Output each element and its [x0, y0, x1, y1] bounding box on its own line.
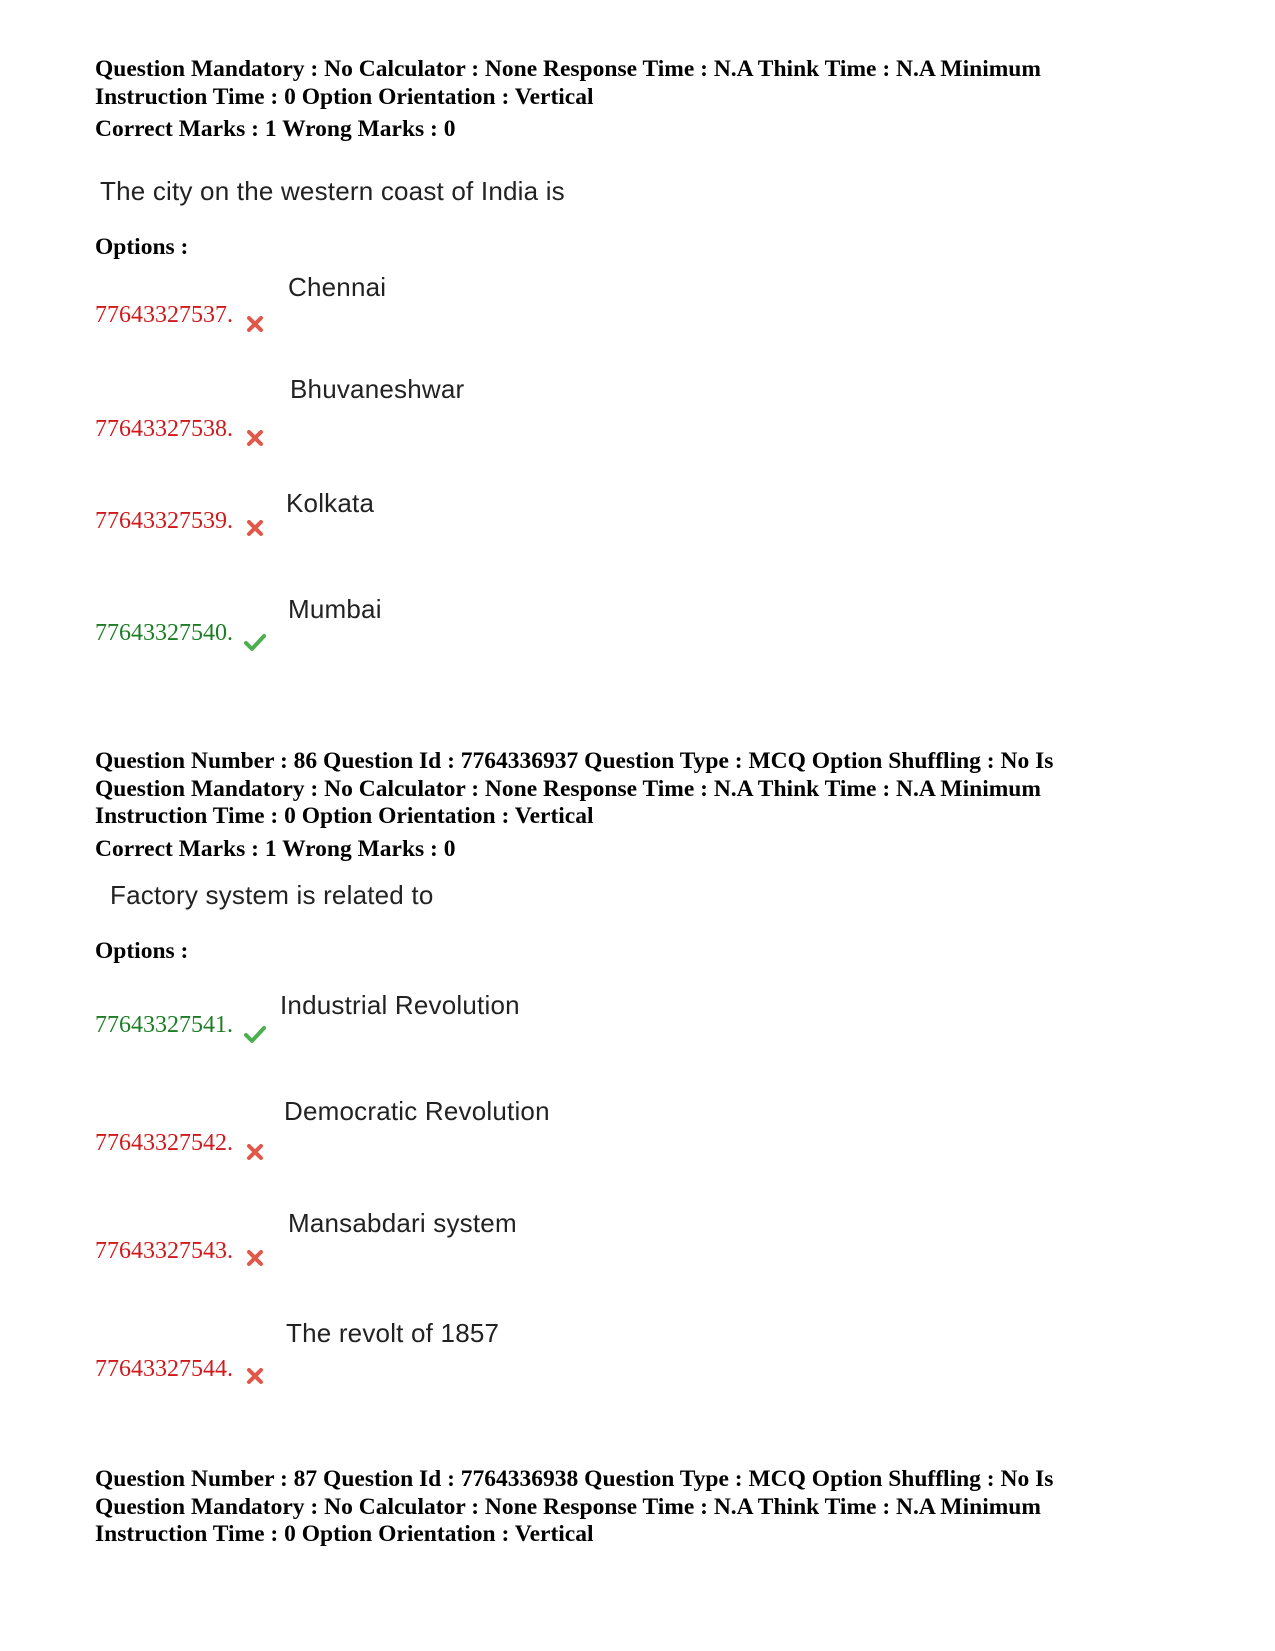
option-id: 77643327543. — [95, 1238, 233, 1264]
cross-icon — [244, 518, 266, 538]
option-id: 77643327544. — [95, 1356, 233, 1382]
meta-line: Question Number : 86 Question Id : 7764336937 Question Type : MCQ Option Shuffling : No Is — [95, 748, 1054, 774]
option-text: Mumbai — [288, 594, 382, 624]
meta-line: Instruction Time : 0 Option Orientation : Vertical — [95, 83, 594, 110]
option-id: 77643327540. — [95, 620, 233, 646]
meta-line: Question Mandatory : No Calculator : None Response Time : N.A Think Time : N.A Minimum — [95, 1493, 1041, 1520]
option-text: Democratic Revolution — [284, 1096, 550, 1126]
meta-line: Question Mandatory : No Calculator : None Response Time : N.A Think Time : N.A Minimum — [95, 56, 1041, 82]
option-text: Chennai — [288, 272, 387, 302]
option-id: 77643327541. — [95, 1012, 233, 1038]
meta-line: Question Mandatory : No Calculator : None Response Time : N.A Think Time : N.A Minimum — [95, 775, 1041, 802]
cross-icon — [244, 314, 266, 334]
option-text: Bhuvaneshwar — [290, 374, 465, 404]
question-meta — [95, 748, 1195, 831]
options-label: Options : — [95, 938, 189, 964]
check-icon — [242, 632, 268, 652]
marks-line: Correct Marks : 1 Wrong Marks : 0 — [95, 836, 456, 862]
cross-icon — [244, 1142, 266, 1162]
option-id: 77643327537. — [95, 302, 233, 328]
option-id: 77643327538. — [95, 416, 233, 442]
check-icon — [242, 1024, 268, 1044]
option-text: The revolt of 1857 — [286, 1318, 500, 1348]
question-meta — [95, 56, 1195, 111]
option-id: 77643327539. — [95, 508, 233, 534]
option-text: Industrial Revolution — [280, 990, 520, 1020]
marks-line: Correct Marks : 1 Wrong Marks : 0 — [95, 116, 456, 142]
cross-icon — [244, 1248, 266, 1268]
question-text: Factory system is related to — [110, 880, 434, 910]
cross-icon — [244, 1366, 266, 1386]
option-text: Kolkata — [286, 488, 375, 518]
meta-line: Instruction Time : 0 Option Orientation : Vertical — [95, 803, 594, 829]
question-text: The city on the western coast of India is — [100, 176, 565, 206]
question-meta — [95, 1466, 1195, 1549]
meta-line: Question Number : 87 Question Id : 7764336938 Question Type : MCQ Option Shuffling : No Is — [95, 1466, 1054, 1492]
options-label: Options : — [95, 234, 189, 260]
option-id: 77643327542. — [95, 1130, 233, 1156]
option-text: Mansabdari system — [288, 1208, 517, 1238]
meta-line: Instruction Time : 0 Option Orientation : Vertical — [95, 1521, 594, 1547]
cross-icon — [244, 428, 266, 448]
